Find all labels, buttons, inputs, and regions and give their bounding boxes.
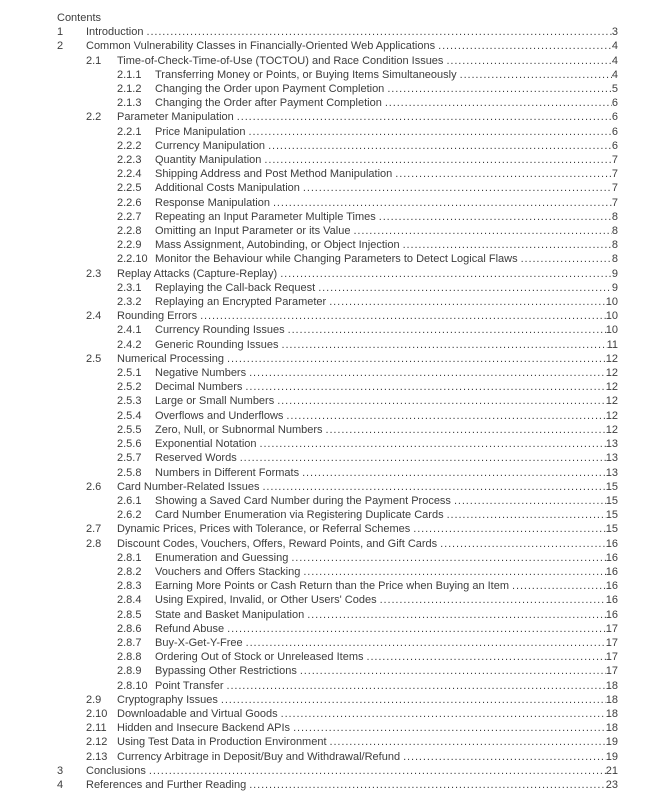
toc-entry-title: Decimal Numbers — [155, 381, 243, 394]
toc-entry-title: Repeating an Input Parameter Multiple Times — [155, 210, 376, 223]
dot-leader — [274, 394, 606, 408]
dot-leader — [376, 210, 612, 224]
toc-entry[interactable] — [57, 196, 618, 210]
toc-entry-title: References and Further Reading — [86, 778, 247, 791]
toc-entry-number: 2.2.6 — [117, 196, 142, 209]
toc-entry-page: 12 — [605, 409, 618, 422]
toc-entry-title: Transferring Money or Points, or Buying Items Simultaneously — [155, 68, 457, 81]
toc-entry-number: 2.4.2 — [117, 338, 142, 351]
toc-entry-page: 5 — [611, 83, 618, 96]
toc-entry-title: Numerical Processing — [117, 352, 224, 365]
toc-entry-number: 2.8.4 — [117, 594, 142, 607]
toc-entry[interactable] — [57, 153, 618, 167]
toc-entry-title: Buy-X-Get-Y-Free — [155, 636, 243, 649]
dot-leader — [323, 423, 606, 437]
dot-leader — [382, 96, 612, 110]
toc-entry-title: Hidden and Insecure Backend APIs — [117, 722, 291, 735]
toc-entry-page: 12 — [605, 367, 618, 380]
toc-entry-title: Monitor the Behaviour while Changing Parameters to Detect Logical Flaws — [155, 253, 518, 266]
dot-leader — [400, 750, 606, 764]
toc-entry-title: Response Manipulation — [155, 196, 270, 209]
dot-leader — [270, 196, 612, 210]
toc-entry-page: 13 — [605, 438, 618, 451]
dot-leader — [363, 650, 605, 664]
toc-entry[interactable] — [57, 423, 618, 437]
dot-leader — [224, 622, 606, 636]
toc-entry-page: 3 — [611, 26, 618, 39]
toc-entry[interactable] — [57, 252, 618, 266]
toc-entry-page: 7 — [611, 196, 618, 209]
dot-leader — [327, 735, 606, 749]
toc-entry-number: 2.5 — [86, 352, 102, 365]
toc-entry-number: 2.10 — [86, 707, 108, 720]
toc-entry[interactable] — [57, 267, 618, 281]
toc-entry-number: 2.11 — [86, 722, 107, 735]
toc-entry[interactable] — [57, 238, 618, 252]
toc-entry-title: Refund Abuse — [155, 622, 225, 635]
toc-entry[interactable] — [57, 679, 618, 693]
toc-entry-number: 2.1.1 — [117, 68, 142, 81]
toc-entry[interactable] — [57, 25, 618, 39]
toc-entry-page: 10 — [605, 310, 618, 323]
toc-entry-page: 17 — [605, 665, 618, 678]
toc-entry[interactable] — [57, 522, 618, 536]
toc-entry-number: 2.5.4 — [117, 409, 142, 422]
toc-entry-title: Earning More Points or Cash Return than the Price when Buying an Item — [155, 580, 510, 593]
dot-leader — [234, 110, 612, 124]
toc-entry-page: 7 — [611, 168, 618, 181]
toc-entry-title: Discount Codes, Vouchers, Offers, Reward Points, and Gift Cards — [117, 537, 438, 550]
toc-entry-page: 6 — [611, 97, 618, 110]
toc-entry-page: 7 — [611, 154, 618, 167]
toc-entry-page: 6 — [611, 111, 618, 124]
toc-entry[interactable] — [57, 693, 618, 707]
toc-entry-number: 1 — [57, 26, 64, 39]
toc-entry[interactable] — [57, 224, 618, 238]
dot-leader — [261, 153, 611, 167]
toc-entry-number: 2.8.5 — [117, 608, 142, 621]
toc-entry-title: Overflows and Underflows — [155, 409, 284, 422]
toc-entry-number: 2.7 — [86, 523, 102, 536]
toc-entry[interactable] — [57, 352, 618, 366]
toc-entry-number: 2.2.7 — [117, 210, 142, 223]
toc-entry-title: Common Vulnerability Classes in Financially-Oriented Web Applications — [86, 40, 436, 53]
toc-entry-number: 2.3 — [86, 267, 102, 280]
toc-entry-page: 16 — [605, 594, 618, 607]
toc-entry[interactable] — [57, 68, 618, 82]
toc-entry-title: Zero, Null, or Subnormal Numbers — [155, 423, 323, 436]
toc-entry-title: Using Test Data in Production Environment — [117, 736, 327, 749]
toc-entry[interactable] — [57, 323, 618, 337]
toc-entry[interactable] — [57, 721, 618, 735]
toc-entry-page: 12 — [605, 352, 618, 365]
toc-entry-page: 10 — [605, 296, 618, 309]
toc-entry-title: Vouchers and Offers Stacking — [155, 565, 301, 578]
toc-entry-title: Price Manipulation — [155, 125, 246, 138]
toc-entry[interactable] — [57, 636, 618, 650]
toc-entry-number: 4 — [57, 778, 64, 791]
toc-entry-number: 2.2.8 — [117, 225, 142, 238]
toc-entry[interactable] — [57, 466, 618, 480]
toc-entry[interactable] — [57, 764, 618, 778]
toc-entry-number: 2.5.1 — [117, 367, 142, 380]
dot-leader — [315, 281, 612, 295]
dot-leader — [457, 68, 612, 82]
toc-list — [57, 25, 618, 792]
toc-entry-title: Currency Manipulation — [155, 139, 266, 152]
toc-entry-page: 9 — [611, 281, 618, 294]
toc-entry-page: 12 — [605, 423, 618, 436]
toc-entry-page: 16 — [605, 551, 618, 564]
toc-entry-number: 2.9 — [86, 693, 102, 706]
toc-entry-title: Conclusions — [86, 764, 146, 777]
toc-entry-page: 8 — [611, 239, 618, 252]
toc-entry[interactable] — [57, 551, 618, 565]
toc-entry-number: 2.8.3 — [117, 580, 142, 593]
dot-leader — [297, 664, 606, 678]
dot-leader — [218, 693, 606, 707]
dot-leader — [299, 466, 606, 480]
toc-entry-number: 2.6.2 — [117, 509, 142, 522]
toc-entry-number: 2.2.2 — [117, 139, 142, 152]
toc-entry-number: 2.2.10 — [117, 253, 148, 266]
toc-entry[interactable] — [57, 735, 618, 749]
toc-entry-page: 11 — [606, 338, 618, 351]
toc-entry[interactable] — [57, 281, 618, 295]
dot-leader — [300, 565, 605, 579]
toc-entry-number: 2.1.2 — [117, 83, 142, 96]
toc-entry-page: 15 — [605, 523, 618, 536]
toc-entry-page: 12 — [605, 395, 618, 408]
toc-entry-page: 7 — [611, 182, 618, 195]
dot-leader — [243, 636, 606, 650]
toc-entry-title: Rounding Errors — [117, 310, 198, 323]
toc-entry-title: Showing a Saved Card Number during the Payment Process — [155, 494, 451, 507]
toc-entry[interactable] — [57, 409, 618, 423]
toc-entry[interactable] — [57, 707, 618, 721]
toc-entry-title: Numbers in Different Formats — [155, 466, 300, 479]
dot-leader — [143, 25, 611, 39]
toc-entry-number: 2.2.3 — [117, 154, 142, 167]
toc-entry-page: 16 — [605, 580, 618, 593]
dot-leader — [451, 494, 606, 508]
toc-entry-page: 16 — [605, 608, 618, 621]
toc-entry-number: 2.8.6 — [117, 622, 142, 635]
toc-entry-title: Additional Costs Manipulation — [155, 182, 300, 195]
dot-leader — [288, 551, 605, 565]
dot-leader — [435, 39, 612, 53]
toc-entry-number: 2.6 — [86, 480, 102, 493]
toc-entry-title: Cryptography Issues — [117, 693, 218, 706]
toc-entry-page: 21 — [605, 764, 618, 777]
toc-entry-page: 23 — [605, 778, 618, 791]
toc-entry-title: Large or Small Numbers — [155, 395, 275, 408]
dot-leader — [224, 352, 606, 366]
toc-entry[interactable] — [57, 125, 618, 139]
toc-entry-page: 4 — [611, 54, 618, 67]
toc-entry-title: Parameter Manipulation — [117, 111, 234, 124]
toc-entry-page: 15 — [605, 480, 618, 493]
dot-leader — [223, 679, 605, 693]
toc-entry-title: Currency Arbitrage in Deposit/Buy and Withdrawal/Refund — [117, 750, 401, 763]
toc-entry[interactable] — [57, 622, 618, 636]
toc-entry-number: 2.2 — [86, 111, 102, 124]
toc-entry-number: 2.5.3 — [117, 395, 142, 408]
toc-entry-title: Ordering Out of Stock or Unreleased Items — [155, 651, 364, 664]
toc-entry-title: Replay Attacks (Capture-Replay) — [117, 267, 278, 280]
toc-entry-page: 4 — [611, 40, 618, 53]
toc-entry[interactable] — [57, 451, 618, 465]
toc-entry-page: 19 — [605, 736, 618, 749]
toc-entry[interactable] — [57, 167, 618, 181]
toc-entry-number: 2.2.4 — [117, 168, 142, 181]
dot-leader — [437, 537, 606, 551]
toc-entry-page: 12 — [605, 381, 618, 394]
toc-entry-number: 2.12 — [86, 736, 108, 749]
toc-entry[interactable] — [57, 508, 618, 522]
toc-entry-number: 2.5.7 — [117, 452, 142, 465]
toc-entry-page: 18 — [605, 707, 618, 720]
dot-leader — [265, 139, 612, 153]
toc-entry-title: Replaying an Encrypted Parameter — [155, 296, 327, 309]
toc-entry-page: 17 — [605, 622, 618, 635]
toc-entry-number: 2.5.2 — [117, 381, 142, 394]
dot-leader — [392, 167, 612, 181]
toc-entry-title: Dynamic Prices, Prices with Tolerance, or Referral Schemes — [117, 523, 411, 536]
dot-leader — [278, 707, 606, 721]
toc-entry-title: Negative Numbers — [155, 367, 247, 380]
toc-entry-title: Point Transfer — [155, 679, 224, 692]
dot-leader — [242, 380, 605, 394]
toc-entry-number: 2.8.7 — [117, 636, 142, 649]
dot-leader — [237, 451, 606, 465]
toc-entry-number: 2.8 — [86, 537, 102, 550]
toc-entry-page: 13 — [605, 452, 618, 465]
toc-entry-title: Changing the Order upon Payment Completion — [155, 83, 385, 96]
toc-entry-number: 2.5.5 — [117, 423, 142, 436]
toc-entry-number: 2.2.9 — [117, 239, 142, 252]
dot-leader — [326, 295, 606, 309]
toc-entry-page: 8 — [611, 225, 618, 238]
toc-entry-page: 17 — [605, 636, 618, 649]
toc-entry-page: 18 — [605, 722, 618, 735]
toc-entry-number: 2.3.1 — [117, 281, 142, 294]
toc-entry-number: 2.8.1 — [117, 551, 142, 564]
dot-leader — [246, 778, 606, 792]
toc-entry-page: 15 — [605, 509, 618, 522]
toc-entry-title: Changing the Order after Payment Completion — [155, 97, 382, 110]
dot-leader — [304, 608, 606, 622]
toc-entry-title: Mass Assignment, Autobinding, or Object Injection — [155, 239, 400, 252]
toc-entry[interactable] — [57, 181, 618, 195]
toc-entry-title: Time-of-Check-Time-of-Use (TOCTOU) and Race Condition Issues — [117, 54, 444, 67]
toc-entry-page: 8 — [611, 253, 618, 266]
toc-entry-page: 17 — [605, 651, 618, 664]
toc-entry-title: Introduction — [86, 26, 144, 39]
toc-entry-title: Bypassing Other Restrictions — [155, 665, 297, 678]
toc-entry-number: 2.1 — [86, 54, 102, 67]
dot-leader — [400, 238, 612, 252]
toc-entry-title: Using Expired, Invalid, or Other Users' Codes — [155, 594, 377, 607]
dot-leader — [377, 593, 606, 607]
toc-entry-title: Quantity Manipulation — [155, 154, 262, 167]
toc-entry-number: 2.4 — [86, 310, 102, 323]
toc-entry-page: 13 — [605, 466, 618, 479]
toc-entry-number: 2.8.10 — [117, 679, 148, 692]
toc-entry-number: 2.4.1 — [117, 324, 142, 337]
toc-entry[interactable] — [57, 664, 618, 678]
toc-entry[interactable] — [57, 110, 618, 124]
dot-leader — [246, 366, 606, 380]
toc-entry[interactable] — [57, 96, 618, 110]
dot-leader — [384, 82, 612, 96]
toc-entry-number: 2.2.5 — [117, 182, 142, 195]
toc-entry-number: 2.5.6 — [117, 438, 142, 451]
toc-entry-title: Reserved Words — [155, 452, 237, 465]
dot-leader — [509, 579, 606, 593]
toc-entry[interactable] — [57, 494, 618, 508]
toc-entry-title: Generic Rounding Issues — [155, 338, 279, 351]
dot-leader — [277, 267, 612, 281]
dot-leader — [259, 480, 605, 494]
toc-entry-page: 6 — [611, 139, 618, 152]
toc-entry-page: 18 — [605, 679, 618, 692]
toc-entry-page: 19 — [605, 750, 618, 763]
dot-leader — [197, 309, 606, 323]
toc-entry-number: 2.6.1 — [117, 494, 142, 507]
toc-entry[interactable] — [57, 593, 618, 607]
toc-entry-title: Card Number Enumeration via Registering Duplicate Cards — [155, 509, 444, 522]
toc-entry-page: 4 — [611, 68, 618, 81]
toc-entry[interactable] — [57, 650, 618, 664]
toc-entry[interactable] — [57, 309, 618, 323]
toc-entry-number: 2.1.3 — [117, 97, 142, 110]
toc-entry[interactable] — [57, 338, 618, 352]
toc-entry[interactable] — [57, 437, 618, 451]
dot-leader — [279, 338, 607, 352]
dot-leader — [518, 252, 612, 266]
toc-entry-number: 2.13 — [86, 750, 108, 763]
dot-leader — [444, 508, 606, 522]
toc-entry[interactable] — [57, 537, 618, 551]
dot-leader — [246, 125, 612, 139]
toc-entry[interactable] — [57, 54, 618, 68]
dot-leader — [283, 409, 605, 423]
toc-entry-title: Card Number-Related Issues — [117, 480, 260, 493]
toc-entry-number: 2.5.8 — [117, 466, 142, 479]
toc-entry[interactable] — [57, 139, 618, 153]
toc-entry-number: 2 — [57, 40, 64, 53]
toc-entry[interactable] — [57, 394, 618, 408]
dot-leader — [350, 224, 611, 238]
toc-entry[interactable] — [57, 366, 618, 380]
toc-entry-page: 18 — [605, 693, 618, 706]
toc-entry-title: Enumeration and Guessing — [155, 551, 289, 564]
toc-entry-number: 2.2.1 — [117, 125, 142, 138]
toc-entry-title: Downloadable and Virtual Goods — [117, 707, 278, 720]
toc-entry[interactable] — [57, 778, 618, 792]
dot-leader — [285, 323, 606, 337]
toc-entry-page: 16 — [605, 565, 618, 578]
toc-entry[interactable] — [57, 39, 618, 53]
toc-entry[interactable] — [57, 750, 618, 764]
toc-entry[interactable] — [57, 380, 618, 394]
toc-entry-page: 8 — [611, 210, 618, 223]
toc-entry-number: 2.8.9 — [117, 665, 142, 678]
contents-heading: Contents — [57, 12, 102, 24]
toc-entry-title: Currency Rounding Issues — [155, 324, 285, 337]
toc-entry-number: 2.3.2 — [117, 296, 142, 309]
toc-entry[interactable] — [57, 210, 618, 224]
toc-entry[interactable] — [57, 608, 618, 622]
toc-entry-page: 15 — [605, 494, 618, 507]
toc-entry-page: 16 — [605, 537, 618, 550]
toc-entry[interactable] — [57, 579, 618, 593]
toc-entry-number: 3 — [57, 764, 64, 777]
toc-entry-page: 6 — [611, 125, 618, 138]
toc-entry[interactable] — [57, 82, 618, 96]
toc-entry-title: Omitting an Input Parameter or its Value — [155, 225, 351, 238]
toc-entry[interactable] — [57, 480, 618, 494]
dot-leader — [290, 721, 606, 735]
dot-leader — [257, 437, 606, 451]
toc-entry-page: 10 — [605, 324, 618, 337]
dot-leader — [146, 764, 606, 778]
toc-entry-number: 2.8.8 — [117, 651, 142, 664]
toc-entry[interactable] — [57, 295, 618, 309]
toc-entry[interactable] — [57, 565, 618, 579]
toc-entry-title: Exponential Notation — [155, 438, 257, 451]
toc-entry-title: State and Basket Manipulation — [155, 608, 305, 621]
dot-leader — [300, 181, 612, 195]
toc-entry-title: Replaying the Call-back Request — [155, 281, 316, 294]
dot-leader — [443, 54, 611, 68]
dot-leader — [410, 522, 606, 536]
toc-entry-title: Shipping Address and Post Method Manipulation — [155, 168, 393, 181]
toc-entry-page: 9 — [611, 267, 618, 280]
toc-entry-number: 2.8.2 — [117, 565, 142, 578]
